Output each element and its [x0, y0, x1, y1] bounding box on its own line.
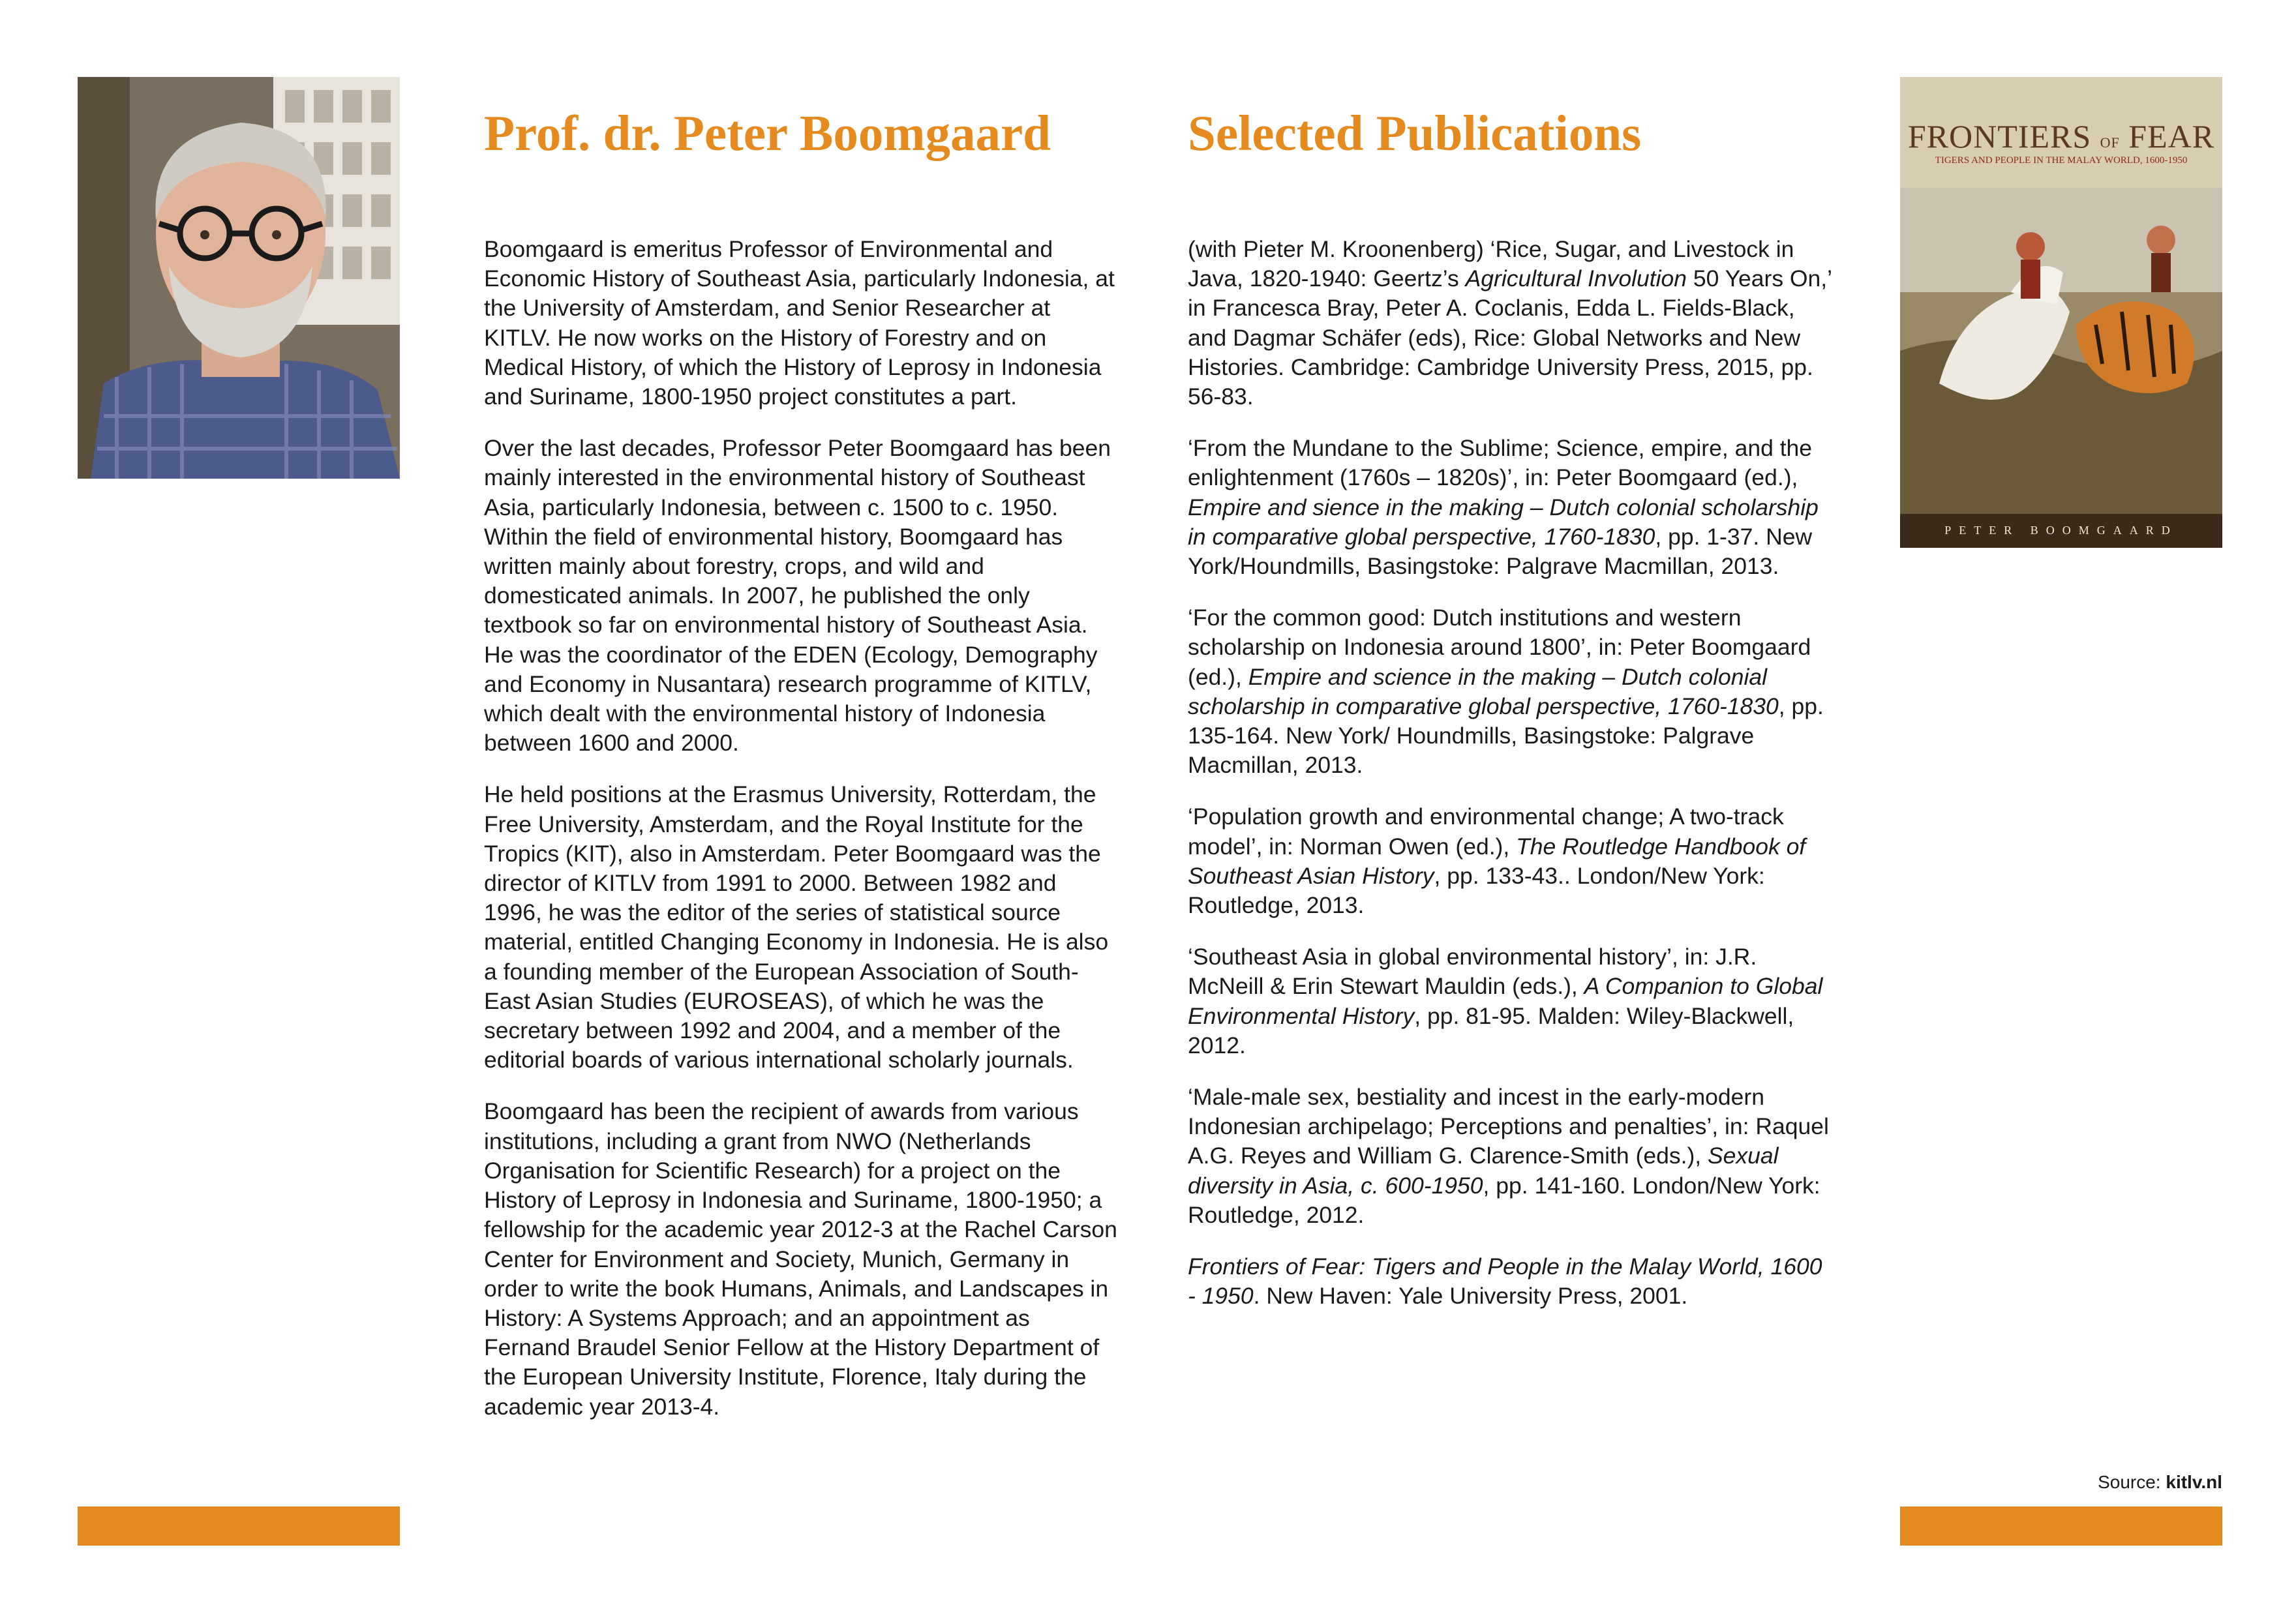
author-portrait — [78, 77, 400, 479]
book-cover — [1900, 77, 2222, 548]
publication-item: ‘Southeast Asia in global environmental history’, in: J.R. McNeill & Erin Stewart Mauldin (eds.), A Companion to Global Environmental History, pp. 81-95. Malden: Wiley-Blackwell, 2012. — [1188, 944, 1823, 1058]
bio-title: Prof. dr. Peter Boomgaard — [484, 105, 1051, 161]
bio-text — [484, 235, 1118, 1444]
accent-bar-left — [78, 1506, 400, 1546]
portrait-illustration — [78, 77, 400, 479]
publication-item: (with Pieter M. Kroonenberg) ‘Rice, Sugar, and Livestock in Java, 1820-1940: Geertz’s Agricultural Involution 50 Years On,’ in Francesca Bray, Peter A. Coclanis, Edda L. Fields-Black, and Dagmar Schäfer (eds), Rice: Global Networks and New Histories. Cambridge: Cambridge University Press, 2015, pp. 56-83. — [1188, 236, 1832, 410]
bio-paragraph: Boomgaard is emeritus Professor of Environmental and Economic History of Southeast Asia, particularly Indonesia, at the University of Amsterdam, and Senior Researcher at KITLV. He now works on the History of Forestry and on Medical History, of which the History of Leprosy in Indonesia and Suriname, 1800-1950 project constitutes a part. — [484, 236, 1115, 410]
publication-item: ‘For the common good: Dutch institutions and western scholarship on Indonesia around 1800’, in: Peter Boomgaard (ed.), Empire and science in the making – Dutch colonial scholarship in comparative global perspective, 1760-1830, pp. 135-164. New York/ Houndmills, Basingstoke: Palgrave Macmillan, 2013. — [1188, 605, 1824, 779]
publication-item: ‘From the Mundane to the Sublime; Science, empire, and the enlightenment (1760s – 1820s)’, in: Peter Boomgaard (ed.), Empire and sience in the making – Dutch colonial scholarship in comparative global perspective, 1760-1830, pp. 1-37. New York/Houndmills, Basingstoke: Palgrave Macmillan, 2013. — [1188, 435, 1819, 580]
publication-item: ‘Male-male sex, bestiality and incest in the early-modern Indonesian archipelago; Perceptions and penalties’, in: Raquel A.G. Reyes and William G. Clarence-Smith (eds.), Sexual diversity in Asia, c. 600-1950, pp. 141-160. London/New York: Routledge, 2012. — [1188, 1084, 1829, 1228]
accent-bar-right — [1900, 1506, 2222, 1546]
publications-title: Selected Publications — [1188, 105, 1642, 161]
cover-subtitle: TIGERS AND PEOPLE IN THE MALAY WORLD, 1600-1950 — [1935, 155, 2188, 166]
source-link: kitlv.nl — [2166, 1472, 2222, 1492]
publications-list — [1188, 235, 1834, 1334]
bio-paragraph: Over the last decades, Professor Peter Boomgaard has been mainly interested in the environmental history of Southeast Asia, particularly Indonesia, between c. 1500 to c. 1950. Within the field of environmental history, Boomgaard has written mainly about forestry, crops, and wild and domesticated animals. In 2007, he published the only textbook so far on environmental history of Southeast Asia. He was the coordinator of the EDEN (Ecology, Demography and Economy in Nusantara) research programme of KITLV, which dealt with the environmental history of Indonesia between 1600 and 2000. — [484, 435, 1111, 757]
publication-item: ‘Population growth and environmental change; A two-track model’, in: Norman Owen (ed.), The Routledge Handbook of Southeast Asian History, pp. 133-43.. London/New York: Routledge, 2013. — [1188, 803, 1806, 919]
publication-item: Frontiers of Fear: Tigers and People in the Malay World, 1600 - 1950. New Haven: Yale University Press, 2001. — [1188, 1253, 1822, 1310]
source-credit: Source: kitlv.nl — [2098, 1472, 2222, 1492]
bio-paragraph: Boomgaard has been the recipient of awards from various institutions, including a grant from NWO (Netherlands Organisation for Scientific Research) for a project on the History of Leprosy in Indonesia and Suriname, 1800-1950; a fellowship for the academic year 2012-3 at the Rachel Carson Center for Environment and Society, Munich, Germany in order to write the book Humans, Animals, and Landscapes in History: A Systems Approach; and an appointment as Fernand Braudel Senior Fellow at the History Department of the European University Institute, Florence, Italy during the academic year 2013-4. — [484, 1098, 1117, 1420]
bio-paragraph: He held positions at the Erasmus University, Rotterdam, the Free University, Amsterdam, and the Royal Institute for the Tropics (KIT), also in Amsterdam. Peter Boomgaard was the director of KITLV from 1991 to 2000. Between 1982 and 1996, he was the editor of the series of statistical source material, entitled Changing Economy in Indonesia. He is also a founding member of the European Association of South-East Asian Studies (EUROSEAS), of which he was the secretary between 1992 and 2004, and a member of the editorial boards of various international scholarly journals. — [484, 781, 1109, 1073]
cover-title: FRONTIERS OF FEAR — [1907, 118, 2215, 155]
cover-author: PETER BOOMGAARD — [1944, 524, 2178, 537]
